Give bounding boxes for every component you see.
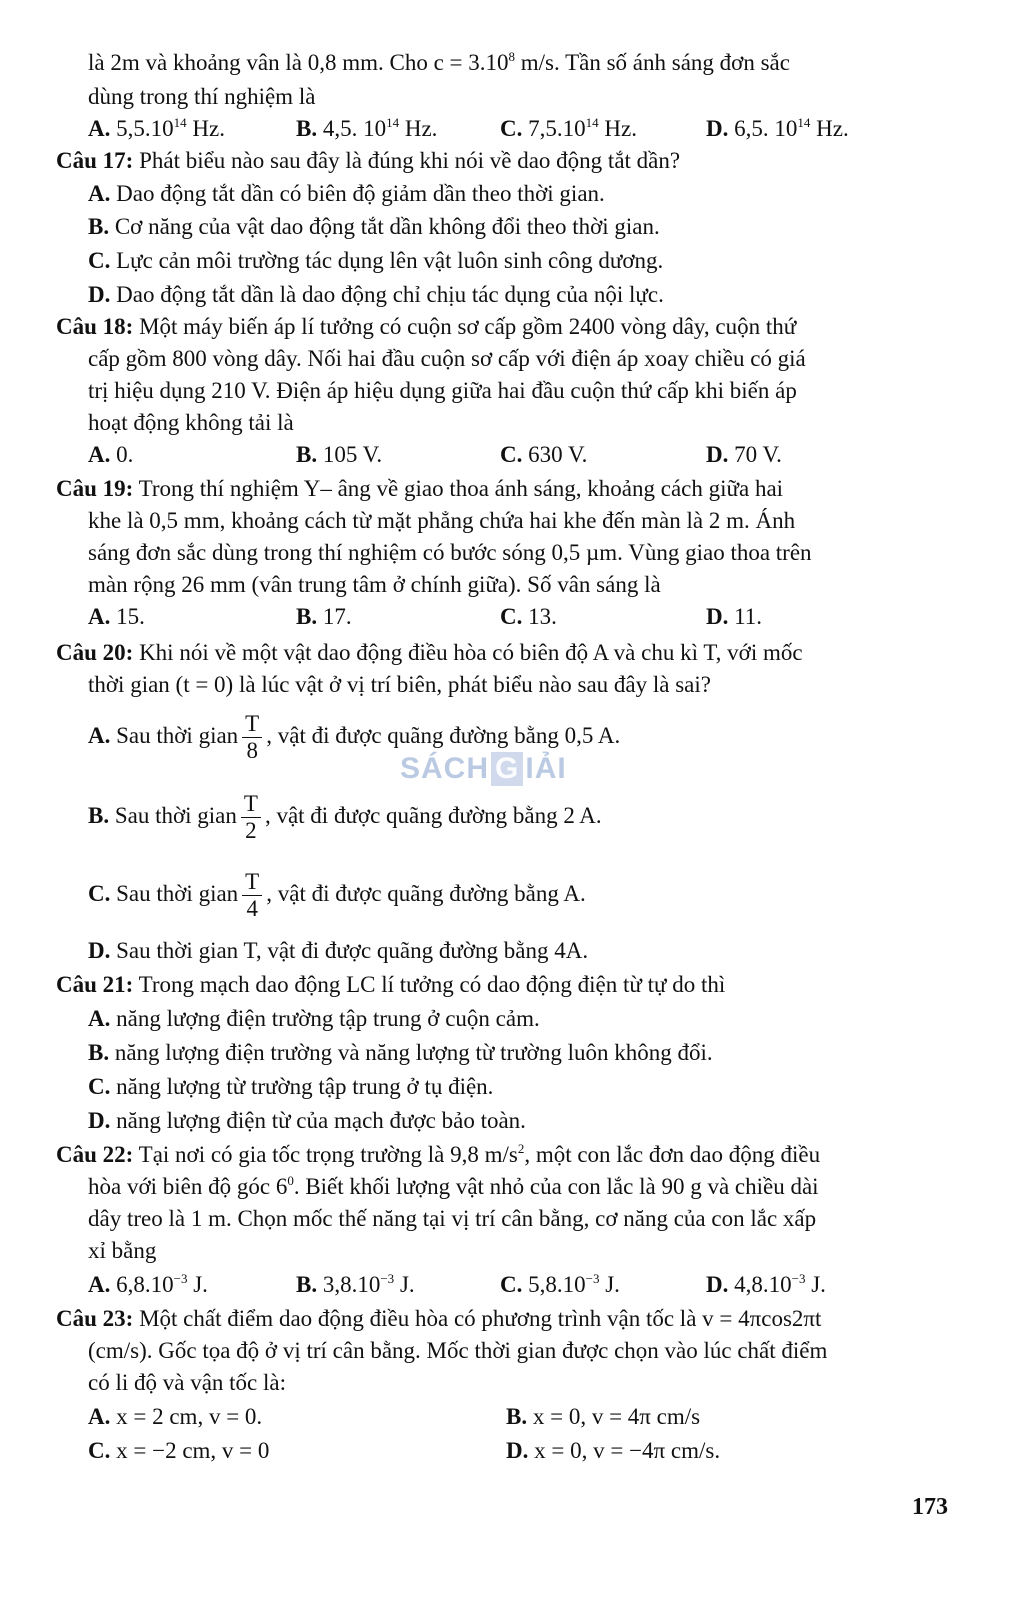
q17-option-b: B. Cơ năng của vật dao động tắt dần không đổi theo thời gian. [88, 214, 660, 239]
q18-option-d: D. 70 V. [706, 442, 782, 467]
q20-option-d: D. Sau thời gian T, vật đi được quãng đường bằng 4A. [88, 938, 589, 963]
q22-option-b: B. $3,8.10^{-3}$ J. [296, 1271, 415, 1297]
q19-line-3: sáng đơn sắc dùng trong thí nghiệm có bước sóng 0,5 µm. Vùng giao thoa trên [88, 540, 812, 565]
q18-line-4: hoạt động không tải là [88, 410, 294, 435]
q23-line-2: (cm/s). Gốc tọa độ ở vị trí cân bằng. Mốc thời gian được chọn vào lúc chất điểm [88, 1338, 828, 1363]
q19-option-b: B. 17. [296, 604, 352, 629]
q22-option-d: D. $4,8.10^{-3}$ J. [706, 1271, 826, 1297]
q16-option-d: D. 6,5. $10^{14}$ Hz. [706, 115, 849, 141]
fraction-t-over-2: $\frac{T}{2}$ [241, 791, 261, 844]
q19-stem: Câu 19: Trong thí nghiệm Y– âng về giao thoa ánh sáng, khoảng cách giữa hai [56, 476, 784, 501]
q16-line-1: là 2m và khoảng vân là 0,8 mm. Cho $c = 3.10^8$ m/s. Tần số ánh sáng đơn sắc [88, 49, 790, 75]
q17-option-d: D. Dao động tắt dần là dao động chỉ chịu tác dụng của nội lực. [88, 282, 664, 307]
q18-option-c: C. 630 V. [500, 442, 588, 467]
q19-line-2: khe là 0,5 mm, khoảng cách từ mặt phẳng chứa hai khe đến màn là 2 m. Ánh [88, 508, 796, 533]
q20-option-b: B. Sau thời gian $\frac{T}{2}$ , vật đi được quãng đường bằng 2 A. [88, 791, 602, 844]
q21-option-a: A. năng lượng điện trường tập trung ở cuộn cảm. [88, 1006, 540, 1031]
q23-stem: Câu 23: Một chất điểm dao động điều hòa có phương trình vận tốc là v = 4πcos2πt [56, 1306, 822, 1331]
q22-stem: Câu 22: Tại nơi có gia tốc trọng trường là 9,8 $m/s^2$, một con lắc đơn dao động điều [56, 1141, 821, 1167]
q23-option-c: C. x = −2 cm, v = 0 [88, 1438, 270, 1463]
q20-line-2: thời gian (t = 0) là lúc vật ở vị trí biên, phát biểu nào sau đây là sai? [88, 672, 711, 697]
q20-option-c: C. Sau thời gian $\frac{T}{4}$ , vật đi được quãng đường bằng A. [88, 869, 586, 922]
q20-stem: Câu 20: Khi nói về một vật dao động điều hòa có biên độ A và chu kì T, với mốc [56, 640, 803, 665]
q19-option-a: A. 15. [88, 604, 145, 629]
q18-option-a: A. 0. [88, 442, 134, 467]
q20-option-a: A. Sau thời gian $\frac{T}{8}$ , vật đi được quãng đường bằng 0,5 A. [88, 711, 621, 764]
q19-option-c: C. 13. [500, 604, 557, 629]
q16-option-c: C. 7,5.10$^{14}$ Hz. [500, 115, 637, 141]
q18-line-3: trị hiệu dụng 210 V. Điện áp hiệu dụng giữa hai đầu cuộn thứ cấp khi biến áp [88, 378, 797, 403]
q16-option-a: A. 5,5.10$^{14}$ Hz. [88, 115, 225, 141]
fraction-t-over-8: $\frac{T}{8}$ [242, 711, 262, 764]
q23-option-b: B. x = 0, v = 4π cm/s [506, 1404, 701, 1429]
q21-option-b: B. năng lượng điện trường và năng lượng từ trường luôn không đổi. [88, 1040, 713, 1065]
q17-option-a: A. Dao động tắt dần có biên độ giảm dần theo thời gian. [88, 181, 605, 206]
q19-option-d: D. 11. [706, 604, 763, 629]
q23-option-d: D. x = 0, v = −4π cm/s. [506, 1438, 721, 1463]
fraction-t-over-4: $\frac{T}{4}$ [242, 869, 262, 922]
q18-line-2: cấp gồm 800 vòng dây. Nối hai đầu cuộn sơ cấp với điện áp xoay chiều có giá [88, 346, 806, 371]
q22-line-3: dây treo là 1 m. Chọn mốc thế năng tại vị trí cân bằng, cơ năng của con lắc xấp [88, 1206, 817, 1231]
page-number: 173 [912, 1494, 948, 1520]
q18-stem: Câu 18: Một máy biến áp lí tưởng có cuộn sơ cấp gồm 2400 vòng dây, cuộn thứ [56, 314, 797, 339]
q22-option-a: A. $6,8.10^{-3}$ J. [88, 1271, 208, 1297]
q16-option-b: B. 4,5. $10^{14}$ Hz. [296, 115, 438, 141]
q22-line-2: hòa với biên độ góc $6^0$. Biết khối lượng vật nhỏ của con lắc là 90 g và chiều dài [88, 1173, 819, 1199]
q21-stem: Câu 21: Trong mạch dao động LC lí tưởng có dao động điện từ tự do thì [56, 972, 726, 997]
q22-line-4: xỉ bằng [88, 1238, 157, 1263]
q16-line-2: dùng trong thí nghiệm là [88, 84, 316, 109]
watermark-logo: SÁCH G IẢI [400, 752, 567, 785]
q23-line-3: có li độ và vận tốc là: [88, 1370, 286, 1395]
q17-option-c: C. Lực cản môi trường tác dụng lên vật luôn sinh công dương. [88, 248, 664, 273]
q17-stem: Câu 17: Phát biểu nào sau đây là đúng khi nói về dao động tắt dần? [56, 148, 681, 173]
q18-option-b: B. 105 V. [296, 442, 383, 467]
q23-option-a: A. x = 2 cm, v = 0. [88, 1404, 263, 1429]
q21-option-c: C. năng lượng từ trường tập trung ở tụ điện. [88, 1074, 494, 1099]
q21-option-d: D. năng lượng điện từ của mạch được bảo toàn. [88, 1108, 526, 1133]
q19-line-4: màn rộng 26 mm (vân trung tâm ở chính giữa). Số vân sáng là [88, 572, 661, 597]
q22-option-c: C. $5,8.10^{-3}$ J. [500, 1271, 620, 1297]
